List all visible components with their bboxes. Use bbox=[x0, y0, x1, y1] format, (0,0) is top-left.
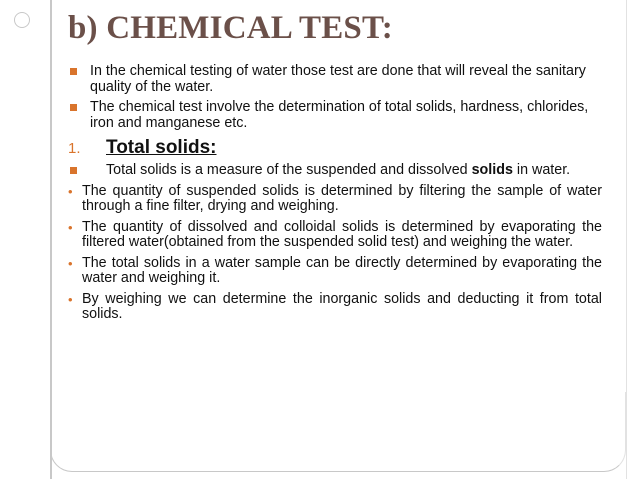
slide-title: b) CHEMICAL TEST: bbox=[68, 10, 393, 46]
definition-text-after: in water. bbox=[512, 162, 571, 178]
slide-content bbox=[68, 64, 602, 328]
intro-bullet bbox=[68, 100, 602, 131]
square-bullet-icon bbox=[70, 68, 77, 75]
dot-bullet-icon: • bbox=[68, 183, 73, 199]
detail-point bbox=[68, 220, 602, 251]
section-heading-text: Total solids: bbox=[106, 137, 217, 158]
dot-bullet-icon: • bbox=[68, 291, 73, 307]
definition-text-before: Total solids is a measure of the suspended and dissolved bbox=[106, 162, 472, 178]
intro-bullet bbox=[68, 64, 602, 95]
dot-bullet-icon: • bbox=[68, 219, 73, 235]
bottom-frame-arc bbox=[50, 392, 626, 472]
detail-point bbox=[68, 292, 602, 323]
detail-point-text: By weighing we can determine the inorganic solids and deducting it from total solids. bbox=[82, 290, 602, 322]
square-bullet-icon bbox=[70, 167, 77, 174]
detail-point bbox=[68, 184, 602, 215]
detail-point-text: The total solids in a water sample can be directly determined by evaporating the water and weighing it. bbox=[82, 254, 602, 286]
detail-point-text: The quantity of suspended solids is determined by filtering the sample of water through a fine filter, drying and weighing. bbox=[82, 182, 602, 214]
intro-bullet-text: The chemical test involve the determination of total solids, hardness, chlorides, iron and manganese etc. bbox=[90, 99, 589, 131]
definition-text-bold: solids bbox=[471, 162, 513, 178]
section-heading bbox=[68, 137, 602, 159]
right-frame-line bbox=[626, 0, 627, 479]
dot-bullet-icon: • bbox=[68, 255, 73, 271]
definition-bullet bbox=[68, 163, 602, 179]
intro-bullet-text: In the chemical testing of water those test are done that will reveal the sanitary quality of the water. bbox=[90, 63, 586, 95]
detail-point bbox=[68, 256, 602, 287]
detail-point-text: The quantity of dissolved and colloidal solids is determined by evaporating the filtered water(obtained from the suspended solid test) and weighing the water. bbox=[82, 218, 602, 250]
slide-nav-circle-icon bbox=[14, 12, 30, 28]
section-number: 1. bbox=[68, 140, 81, 157]
square-bullet-icon bbox=[70, 104, 77, 111]
